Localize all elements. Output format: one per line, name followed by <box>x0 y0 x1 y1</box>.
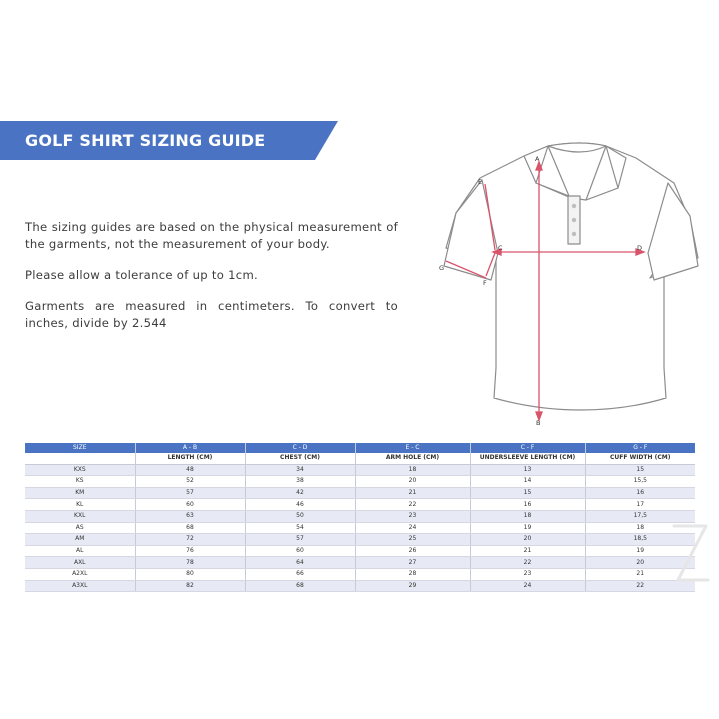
title-banner <box>0 121 338 160</box>
cell-cuff-width: 18,5 <box>585 534 695 546</box>
table-row <box>25 568 695 580</box>
cell-arm-hole: 26 <box>355 545 470 557</box>
table-row <box>25 557 695 569</box>
cell-cuff-width: 17 <box>585 499 695 511</box>
cell-cuff-width: 20 <box>585 557 695 569</box>
table-row <box>25 534 695 546</box>
cell-arm-hole: 25 <box>355 534 470 546</box>
subheader-blank <box>25 453 135 464</box>
cell-chest: 50 <box>245 510 355 522</box>
cell-cuff-width: 21 <box>585 568 695 580</box>
cell-size: AL <box>25 545 135 557</box>
cell-size: KS <box>25 476 135 488</box>
cell-undersleeve: 14 <box>470 476 585 488</box>
header-c-f: C - F <box>470 443 585 453</box>
cell-size: KL <box>25 499 135 511</box>
cell-size: AXL <box>25 557 135 569</box>
cell-arm-hole: 18 <box>355 464 470 476</box>
subheader-length: LENGTH (CM) <box>135 453 245 464</box>
cell-length: 63 <box>135 510 245 522</box>
point-g-label: G <box>439 264 445 272</box>
header-c-d: C - D <box>245 443 355 453</box>
intro-paragraph-3: Garments are measured in centimeters. To convert to inches, divide by 2.544 <box>25 299 398 330</box>
cell-length: 60 <box>135 499 245 511</box>
intro-text <box>25 219 398 346</box>
subheader-undersleeve: UNDERSLEEVE LENGTH (CM) <box>470 453 585 464</box>
table-group-header-row <box>25 443 695 453</box>
header-a-b: A - B <box>135 443 245 453</box>
point-c-label: C <box>498 244 503 252</box>
table-row <box>25 545 695 557</box>
table-row <box>25 487 695 499</box>
cell-length: 52 <box>135 476 245 488</box>
point-b-label: B <box>536 419 541 427</box>
cell-cuff-width: 16 <box>585 487 695 499</box>
table-row <box>25 522 695 534</box>
cell-arm-hole: 22 <box>355 499 470 511</box>
table-row <box>25 580 695 592</box>
table-row <box>25 464 695 476</box>
point-a-label: A <box>535 155 540 163</box>
cell-cuff-width: 22 <box>585 580 695 592</box>
cell-chest: 34 <box>245 464 355 476</box>
cell-length: 78 <box>135 557 245 569</box>
cell-size: AS <box>25 522 135 534</box>
subheader-arm-hole: ARM HOLE (CM) <box>355 453 470 464</box>
point-e-label: E <box>478 178 483 186</box>
intro-paragraph-2: Please allow a tolerance of up to 1cm. <box>25 268 259 282</box>
cell-arm-hole: 23 <box>355 510 470 522</box>
cell-chest: 57 <box>245 534 355 546</box>
point-d-label: D <box>637 244 643 252</box>
subheader-cuff-width: CUFF WIDTH (CM) <box>585 453 695 464</box>
cell-arm-hole: 24 <box>355 522 470 534</box>
table-sub-header-row <box>25 453 695 464</box>
cell-chest: 38 <box>245 476 355 488</box>
cell-chest: 54 <box>245 522 355 534</box>
cell-undersleeve: 19 <box>470 522 585 534</box>
cell-length: 72 <box>135 534 245 546</box>
intro-paragraph-1: The sizing guides are based on the physical measurement of the garments, not the measurement of your body. <box>25 220 398 251</box>
cell-undersleeve: 21 <box>470 545 585 557</box>
point-f-label: F <box>483 279 487 287</box>
cell-chest: 68 <box>245 580 355 592</box>
page-title: GOLF SHIRT SIZING GUIDE <box>25 131 266 150</box>
cell-size: KXS <box>25 464 135 476</box>
cell-arm-hole: 21 <box>355 487 470 499</box>
shirt-diagram <box>436 128 706 430</box>
cell-chest: 60 <box>245 545 355 557</box>
cell-chest: 66 <box>245 568 355 580</box>
cell-size: A2XL <box>25 568 135 580</box>
table-row <box>25 510 695 522</box>
cell-undersleeve: 18 <box>470 510 585 522</box>
cell-undersleeve: 24 <box>470 580 585 592</box>
header-e-c: E - C <box>355 443 470 453</box>
cell-undersleeve: 20 <box>470 534 585 546</box>
cell-undersleeve: 23 <box>470 568 585 580</box>
cell-arm-hole: 28 <box>355 568 470 580</box>
header-g-f: G - F <box>585 443 695 453</box>
cell-arm-hole: 29 <box>355 580 470 592</box>
cell-cuff-width: 15 <box>585 464 695 476</box>
cell-cuff-width: 17,5 <box>585 510 695 522</box>
cell-chest: 64 <box>245 557 355 569</box>
cell-size: A3XL <box>25 580 135 592</box>
cell-length: 68 <box>135 522 245 534</box>
watermark-logo <box>668 518 712 590</box>
cell-cuff-width: 15,5 <box>585 476 695 488</box>
cell-arm-hole: 27 <box>355 557 470 569</box>
cell-length: 57 <box>135 487 245 499</box>
cell-cuff-width: 18 <box>585 522 695 534</box>
cell-arm-hole: 20 <box>355 476 470 488</box>
header-size: SIZE <box>25 443 135 453</box>
subheader-chest: CHEST (CM) <box>245 453 355 464</box>
cell-undersleeve: 15 <box>470 487 585 499</box>
cell-undersleeve: 13 <box>470 464 585 476</box>
cell-undersleeve: 22 <box>470 557 585 569</box>
table-row <box>25 476 695 488</box>
cell-length: 82 <box>135 580 245 592</box>
cell-undersleeve: 16 <box>470 499 585 511</box>
cell-chest: 42 <box>245 487 355 499</box>
cell-cuff-width: 19 <box>585 545 695 557</box>
cell-size: KXL <box>25 510 135 522</box>
cell-length: 76 <box>135 545 245 557</box>
cell-chest: 46 <box>245 499 355 511</box>
cell-size: AM <box>25 534 135 546</box>
cell-size: KM <box>25 487 135 499</box>
cell-length: 48 <box>135 464 245 476</box>
table-row <box>25 499 695 511</box>
size-table <box>25 443 695 592</box>
cell-length: 80 <box>135 568 245 580</box>
